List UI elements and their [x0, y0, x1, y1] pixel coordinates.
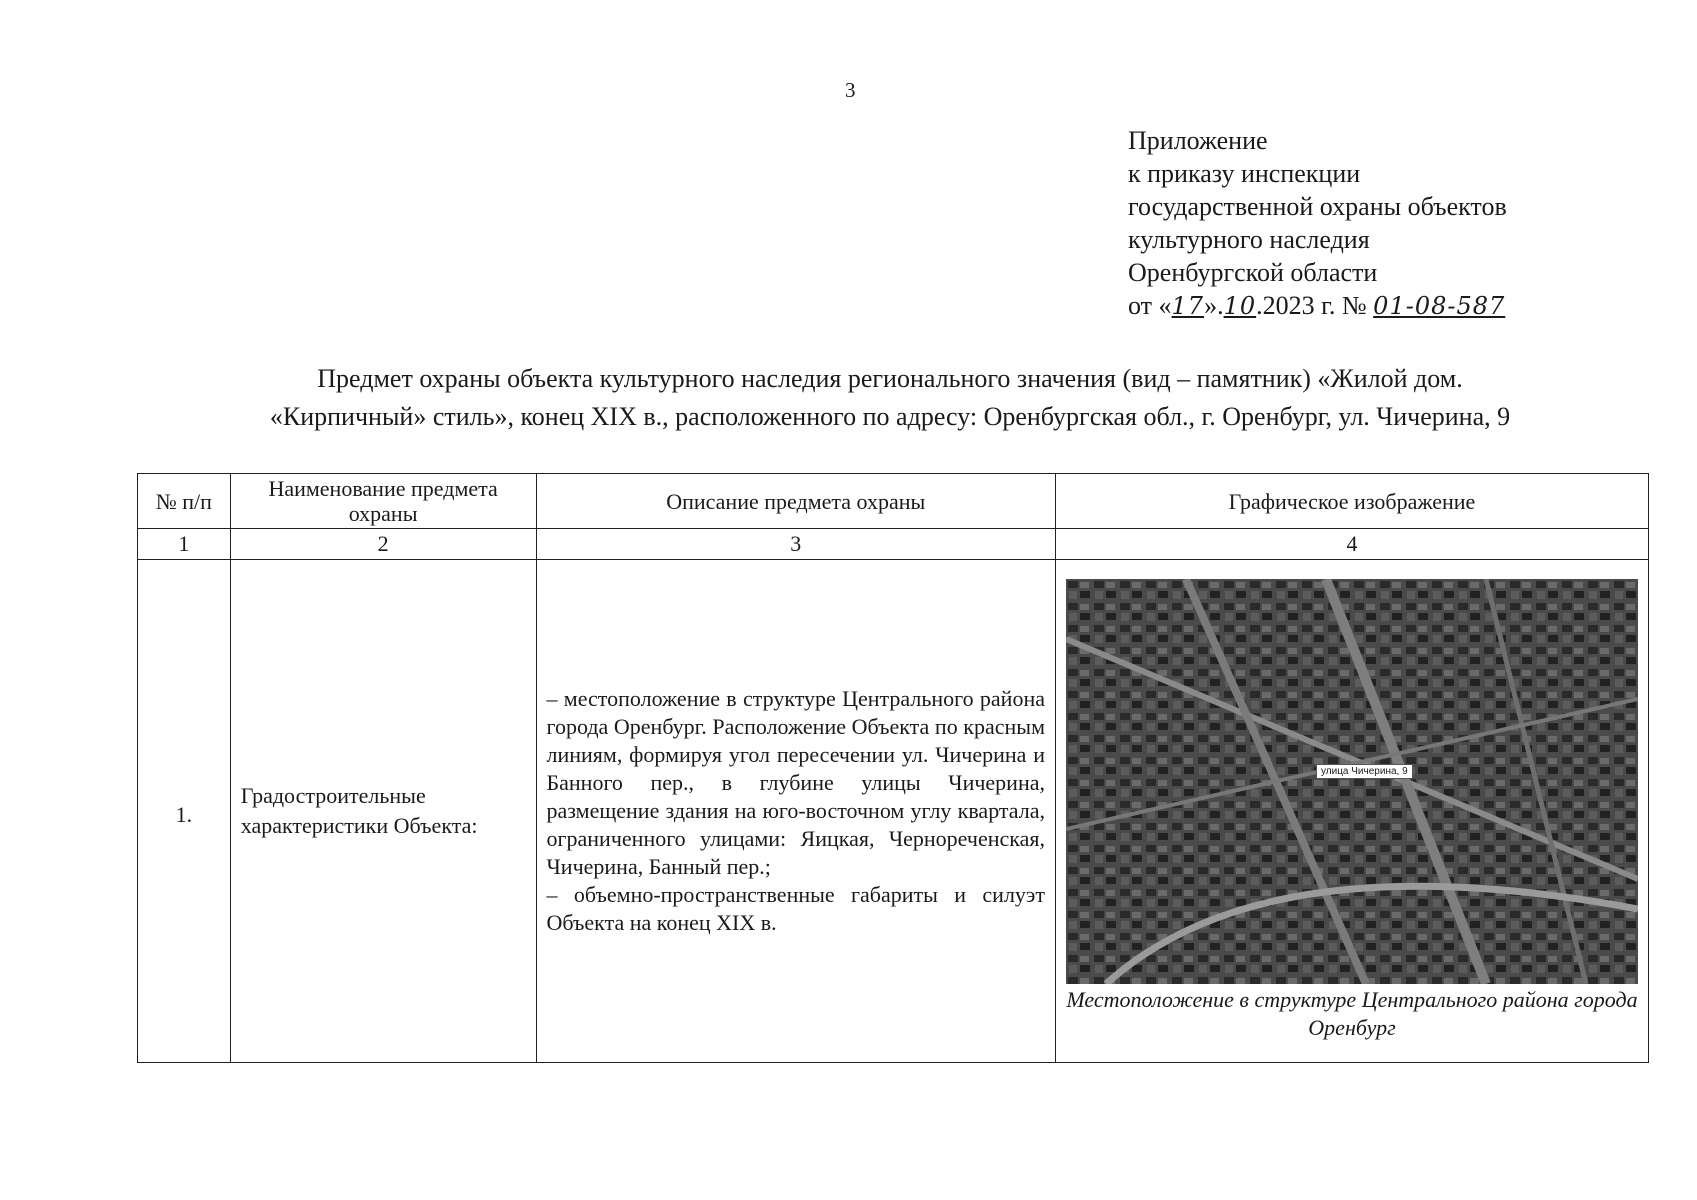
image-caption: Местоположение в структуре Центрального района города Оренбург: [1066, 986, 1638, 1040]
row-graphic: [1056, 560, 1649, 1063]
header-number: № п/п: [138, 474, 231, 529]
column-number: 2: [230, 529, 536, 560]
appendix-line: государственной охраны объектов: [1128, 192, 1507, 221]
title-line: Предмет охраны объекта культурного наследия регионального значения (вид – памятник) «Жилой дом.: [317, 364, 1463, 393]
date-mid: ».: [1204, 291, 1224, 320]
handwritten-order-number: 01-08-587: [1373, 292, 1506, 320]
appendix-block: [1128, 124, 1507, 323]
appendix-line: культурного наследия: [1128, 225, 1370, 254]
appendix-line: к приказу инспекции: [1128, 159, 1361, 188]
table-header-row: [138, 474, 1649, 529]
map-texture: [1066, 579, 1638, 984]
description-paragraph: – местоположение в структуре Центрального района города Оренбург. Расположение Объекта по красным линиям, формируя угол пересечении ул. Чичерина и Банного пер., в глубине улицы Чичерина, размещение здания на юго-восточном углу квартала, ограниченного улицами: Яицкая, Чернореченская, Чичерина, Банный пер.;: [546, 686, 1045, 879]
satellite-map-image: [1066, 579, 1638, 984]
map-location-label: улица Чичерина, 9: [1316, 764, 1413, 779]
column-number: 1: [138, 529, 231, 560]
appendix-line: Приложение: [1128, 126, 1268, 155]
description-paragraph: – объемно-пространственные габариты и силуэт Объекта на конец XIX в.: [546, 882, 1045, 935]
date-prefix: от «: [1128, 291, 1172, 320]
header-name: Наименование предмета охраны: [230, 474, 536, 529]
header-graphic: Графическое изображение: [1056, 474, 1649, 529]
header-description: Описание предмета охраны: [536, 474, 1056, 529]
row-description: [536, 560, 1056, 1063]
column-number-row: [138, 529, 1649, 560]
appendix-date-line: [1128, 289, 1507, 323]
year-suffix: .2023 г. №: [1256, 291, 1367, 320]
row-number: 1.: [138, 560, 231, 1063]
row-name: Градостроительные характеристики Объекта:: [230, 560, 536, 1063]
column-number: 3: [536, 529, 1056, 560]
document-title: [190, 360, 1590, 436]
column-number: 4: [1056, 529, 1649, 560]
handwritten-day: 17: [1171, 292, 1205, 320]
handwritten-month: 10: [1223, 292, 1257, 320]
table-row: [138, 560, 1649, 1063]
title-line: «Кирпичный» стиль», конец XIX в., расположенного по адресу: Оренбургская обл., г. Оренбург, ул. Чичерина, 9: [269, 402, 1511, 431]
protection-table: [137, 473, 1649, 1063]
appendix-line: Оренбургской области: [1128, 258, 1378, 287]
page-number: 3: [845, 78, 856, 102]
